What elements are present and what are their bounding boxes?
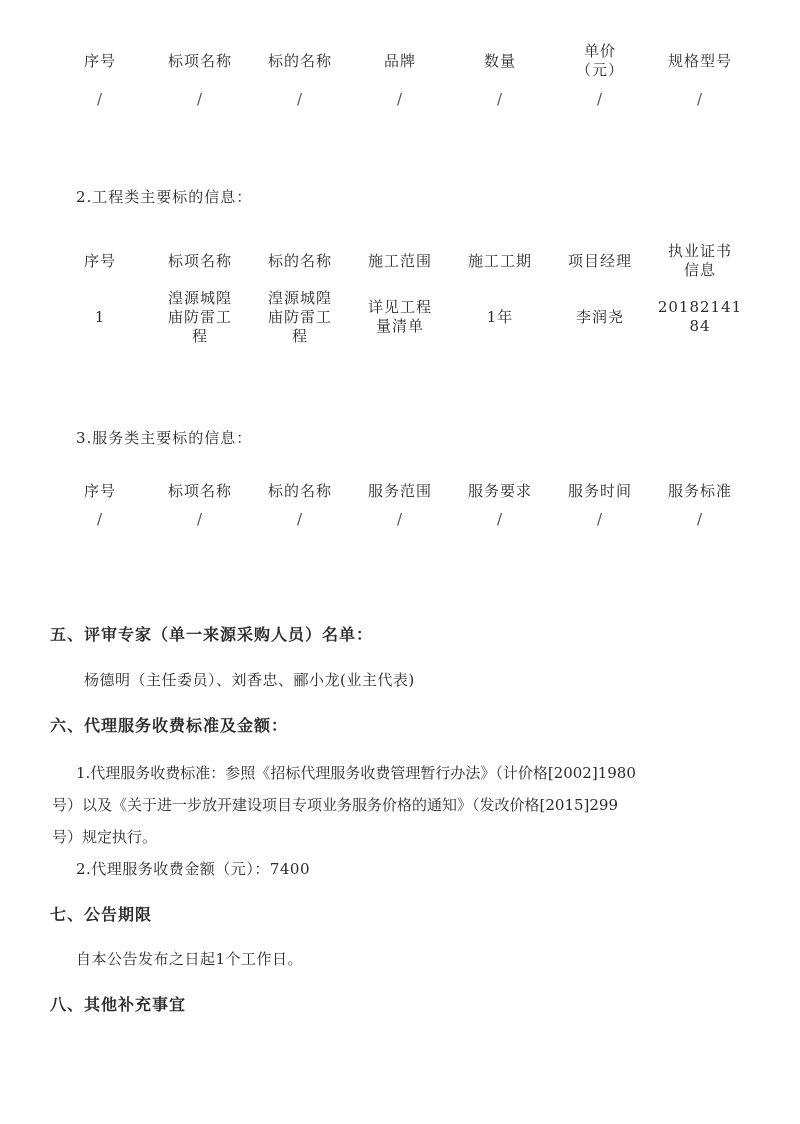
table-cell: / — [696, 89, 704, 108]
heading-period: 七、公告期限 — [50, 905, 153, 924]
fee-amount: 2.代理服务收费金额（元）：7400 — [76, 860, 310, 878]
table-header-row — [50, 478, 750, 504]
header-cell: 单价 （元） — [575, 42, 624, 79]
heading-other: 八、其他补充事宜 — [50, 995, 187, 1014]
table-cell: / — [596, 509, 604, 528]
table-row — [50, 84, 750, 114]
table-cell: / — [496, 509, 504, 528]
table-cell: / — [696, 509, 704, 528]
header-cell: 标项名称 — [167, 251, 232, 270]
fee-standard-paragraph — [52, 757, 752, 853]
table-cell: / — [196, 509, 204, 528]
header-cell: 序号 — [83, 251, 116, 270]
table-cell: / — [296, 509, 304, 528]
heading-fee: 六、代理服务收费标准及金额： — [50, 716, 289, 735]
header-cell: 施工工期 — [467, 251, 532, 270]
table-cell: 20182141 84 — [657, 298, 743, 335]
header-cell: 服务要求 — [467, 481, 532, 500]
table-cell: 李润尧 — [575, 307, 624, 326]
header-cell: 服务时间 — [567, 481, 632, 500]
experts-list: 杨德明（主任委员）、刘香忠、郦小龙(业主代表) — [84, 671, 415, 689]
header-cell: 规格型号 — [667, 51, 732, 70]
table-cell: / — [96, 89, 104, 108]
table-cell: / — [296, 89, 304, 108]
fee-standard-line: 号）以及《关于进一步放开建设项目专项业务服务价格的通知》（发改价格[2015]299 — [52, 796, 619, 814]
table-cell: / — [596, 89, 604, 108]
table-cell: 湟源城隍 庙防雷工 程 — [267, 288, 332, 345]
header-cell: 项目经理 — [567, 251, 632, 270]
table-cell: / — [196, 89, 204, 108]
services-table — [50, 478, 750, 534]
header-cell: 标项名称 — [167, 481, 232, 500]
table-cell: 详见工程 量清单 — [367, 298, 432, 335]
section-title-services: 3.服务类主要标的信息： — [76, 429, 253, 447]
period-text: 自本公告发布之日起1个工作日。 — [76, 950, 304, 968]
table-row — [50, 504, 750, 534]
header-cell: 服务范围 — [367, 481, 432, 500]
fee-standard-line: 号）规定执行。 — [52, 828, 158, 846]
header-cell: 品牌 — [383, 51, 416, 70]
table-cell: / — [396, 89, 404, 108]
fee-standard-line: 1.代理服务收费标准：参照《招标代理服务收费管理暂行办法》（计价格[2002]1980 — [76, 764, 636, 782]
header-cell: 数量 — [483, 51, 516, 70]
table-cell: / — [396, 509, 404, 528]
table-cell: 1年 — [486, 307, 514, 326]
goods-table — [50, 38, 750, 114]
table-cell: 1 — [94, 307, 106, 326]
header-cell: 标的名称 — [267, 481, 332, 500]
table-cell: / — [496, 89, 504, 108]
header-cell: 序号 — [83, 481, 116, 500]
heading-experts: 五、评审专家（单一来源采购人员）名单： — [50, 625, 374, 644]
table-cell: / — [96, 509, 104, 528]
header-cell: 施工范围 — [367, 251, 432, 270]
header-cell: 服务标准 — [667, 481, 732, 500]
header-cell: 执业证书 信息 — [667, 242, 732, 279]
section-title-engineering: 2.工程类主要标的信息： — [76, 188, 253, 206]
header-cell: 标项名称 — [167, 51, 232, 70]
table-header-row — [50, 38, 750, 84]
engineering-table — [50, 236, 750, 348]
table-row — [50, 286, 750, 348]
table-header-row — [50, 236, 750, 286]
header-cell: 序号 — [83, 51, 116, 70]
header-cell: 标的名称 — [267, 51, 332, 70]
header-cell: 标的名称 — [267, 251, 332, 270]
table-cell: 湟源城隍 庙防雷工 程 — [167, 288, 232, 345]
